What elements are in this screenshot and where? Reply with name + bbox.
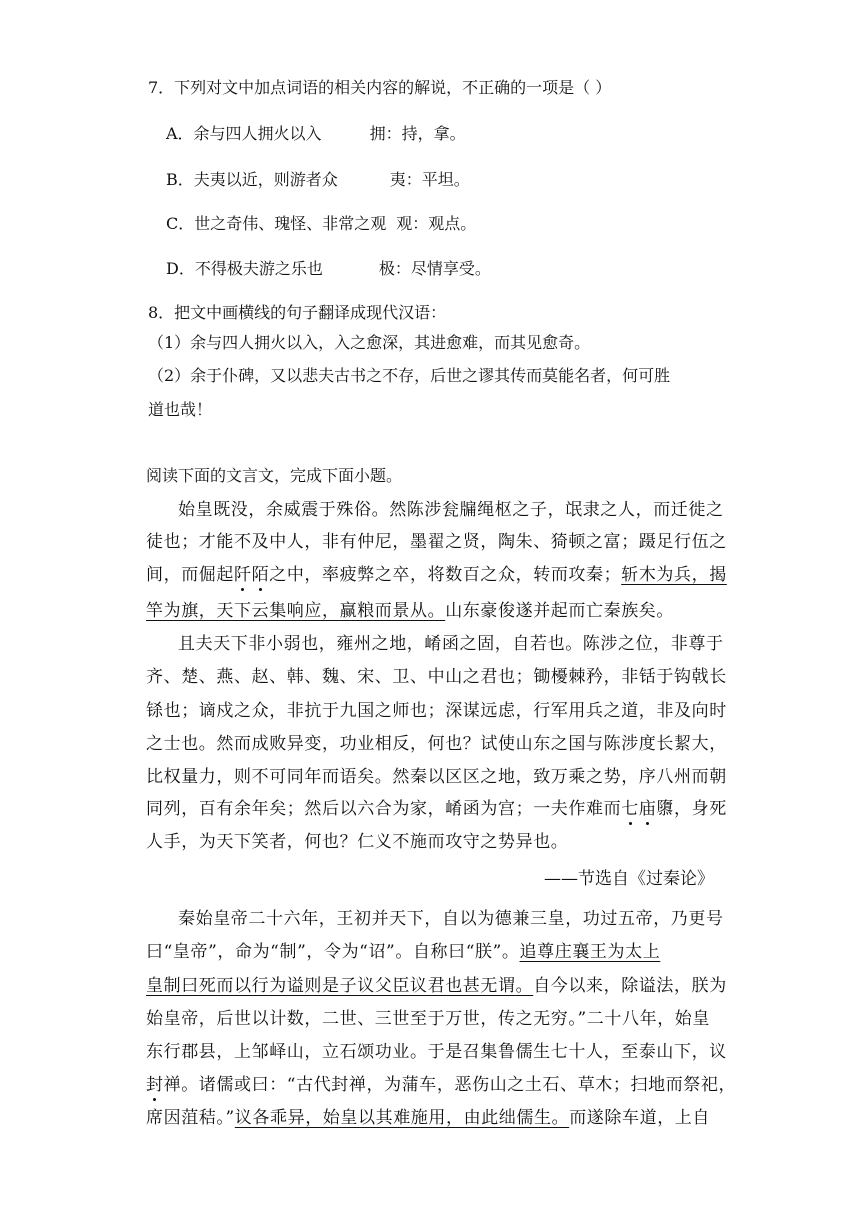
q7-option-c-label: C．世之奇伟、瑰怪、非常之观 bbox=[166, 214, 387, 233]
p1-line-4-text: 山东豪俊遂并起而亡秦族矣。 bbox=[445, 601, 675, 621]
p1-line-3-text-a: 间，而倔起 bbox=[146, 565, 234, 585]
p2-line-3: 铩也；谪戍之众，非抗于九国之师也；深谋远虑，行军用兵之道，非及向时 bbox=[146, 701, 727, 721]
p2-line-5: 比权量力，则不可同年而语矣。然秦以区区之地，致万乘之势，序八州而朝 bbox=[146, 767, 727, 787]
q7-option-b bbox=[166, 170, 470, 190]
p1-line-3-text-b: 之中，率疲弊之卒，将数百之众，转而攻秦； bbox=[269, 565, 622, 585]
p2-line-4: 之士也。然而成败异变，功业相反，何也？试使山东之国与陈涉度长絜大， bbox=[146, 734, 727, 754]
q7-option-b-note: 夷：平坦。 bbox=[389, 170, 470, 189]
q7-option-b-label: B．夫夷以近，则游者众 bbox=[166, 170, 338, 189]
underlined-sentence: 皇制曰死而以行为谥则是子议父臣议君也甚无谓。 bbox=[146, 976, 534, 996]
p3-line-3-text: 自今以来，除谥法，朕为 bbox=[533, 976, 727, 996]
p3-line-6-text: 禅。诸儒或曰：“古代封禅，为蒲车，恶伤山之土石、草木；扫地而祭祀， bbox=[163, 1075, 737, 1095]
q7-option-a-note: 拥：持，拿。 bbox=[369, 124, 466, 143]
p2-line-6-text-b: 隳，身死 bbox=[656, 799, 727, 819]
p3-line-1: 秦始皇帝二十六年，王初并天下，自以为德兼三皇，功过五帝，乃更号 bbox=[178, 909, 724, 929]
p3-line-4: 始皇帝，后世以计数，二世、三世至于万世，传之无穷。”二十八年，始皇 bbox=[146, 1009, 710, 1029]
p3-line-2 bbox=[146, 941, 660, 963]
p1-line-4 bbox=[146, 600, 674, 622]
q8-item-2: （2）余于仆碑，又以悲夫古书之不存，后世之谬其传而莫能名者，何可胜 bbox=[148, 366, 671, 385]
q7-option-d-label: D．不得极夫游之乐也 bbox=[166, 259, 323, 278]
dotted-char: 封 bbox=[146, 1075, 164, 1095]
p2-line-6-text-a: 同列，百有余年矣；然后以六合为家，崤函为宫；一夫作难而 bbox=[146, 799, 622, 819]
p3-line-6 bbox=[146, 1074, 736, 1096]
q7-option-d bbox=[166, 259, 491, 279]
p3-line-7-text-a: 席因菹秸。” bbox=[146, 1108, 235, 1128]
p1-line-2: 徒也；才能不及中人，非有仲尼，墨翟之贤，陶朱、猗顿之富；蹑足行伍之 bbox=[146, 532, 727, 552]
q7-option-a-label: A．余与四人拥火以入 bbox=[166, 124, 322, 143]
q7-option-c bbox=[166, 214, 476, 234]
q7-option-c-note: 观：观点。 bbox=[396, 214, 477, 233]
p3-line-2-text: 曰“皇帝”，命为“制”，令为“诏”。自称曰“朕”。 bbox=[146, 942, 520, 962]
passage-intro: 阅读下面的文言文，完成下面小题。 bbox=[146, 466, 403, 485]
underlined-sentence: 议各乖异，始皇以其难施用，由此绌儒生。 bbox=[234, 1108, 570, 1128]
dotted-char: 庙 bbox=[638, 799, 657, 819]
dotted-char: 陌 bbox=[251, 565, 270, 585]
p2-line-6-full bbox=[146, 798, 727, 820]
q8-item-2-continued: 道也哉！ bbox=[148, 400, 213, 419]
underlined-sentence: 斩木为兵，揭 bbox=[621, 565, 727, 585]
p3-line-5: 东行郡县，上邹峄山，立石颂功业。于是召集鲁儒生七十人，至泰山下，议 bbox=[146, 1042, 727, 1062]
q7-option-d-note: 极：尽情享受。 bbox=[378, 259, 491, 278]
p3-line-7-text-b: 而遂除车道，上自 bbox=[569, 1108, 711, 1128]
dotted-char: 七 bbox=[621, 799, 639, 819]
p1-line-1: 始皇既没，余威震于殊俗。然陈涉瓮牖绳枢之子，氓隶之人，而迁徙之 bbox=[178, 500, 724, 520]
passage-source: ——节选自《过秦论》 bbox=[544, 869, 714, 889]
q8-item-1: （1）余与四人拥火以入，入之愈深，其进愈难，而其见愈奇。 bbox=[148, 333, 591, 352]
question-7-stem: 7．下列对文中加点词语的相关内容的解说，不正确的一项是（ ） bbox=[148, 78, 612, 97]
dotted-char: 阡 bbox=[234, 565, 252, 585]
underlined-sentence: 追尊庄襄王为太上 bbox=[519, 942, 661, 962]
p3-line-3 bbox=[146, 975, 727, 997]
p3-line-7 bbox=[146, 1107, 710, 1129]
q7-option-a bbox=[166, 124, 466, 144]
underlined-sentence: 竿为旗，天下云集响应，赢粮而景从。 bbox=[146, 601, 446, 621]
question-8-stem: 8．把文中画横线的句子翻译成现代汉语： bbox=[148, 303, 447, 322]
p2-line-2: 齐、楚、燕、赵、韩、魏、宋、卫、中山之君也；锄櫌棘矜，非铦于钩戟长 bbox=[146, 667, 727, 687]
p2-line-1: 且夫天下非小弱也，雍州之地，崤函之固，自若也。陈涉之位，非尊于 bbox=[178, 634, 724, 654]
p2-line-8: 人手，为天下笑者，何也？仁义不施而攻守之势异也。 bbox=[146, 832, 569, 852]
p1-line-3 bbox=[146, 564, 727, 586]
